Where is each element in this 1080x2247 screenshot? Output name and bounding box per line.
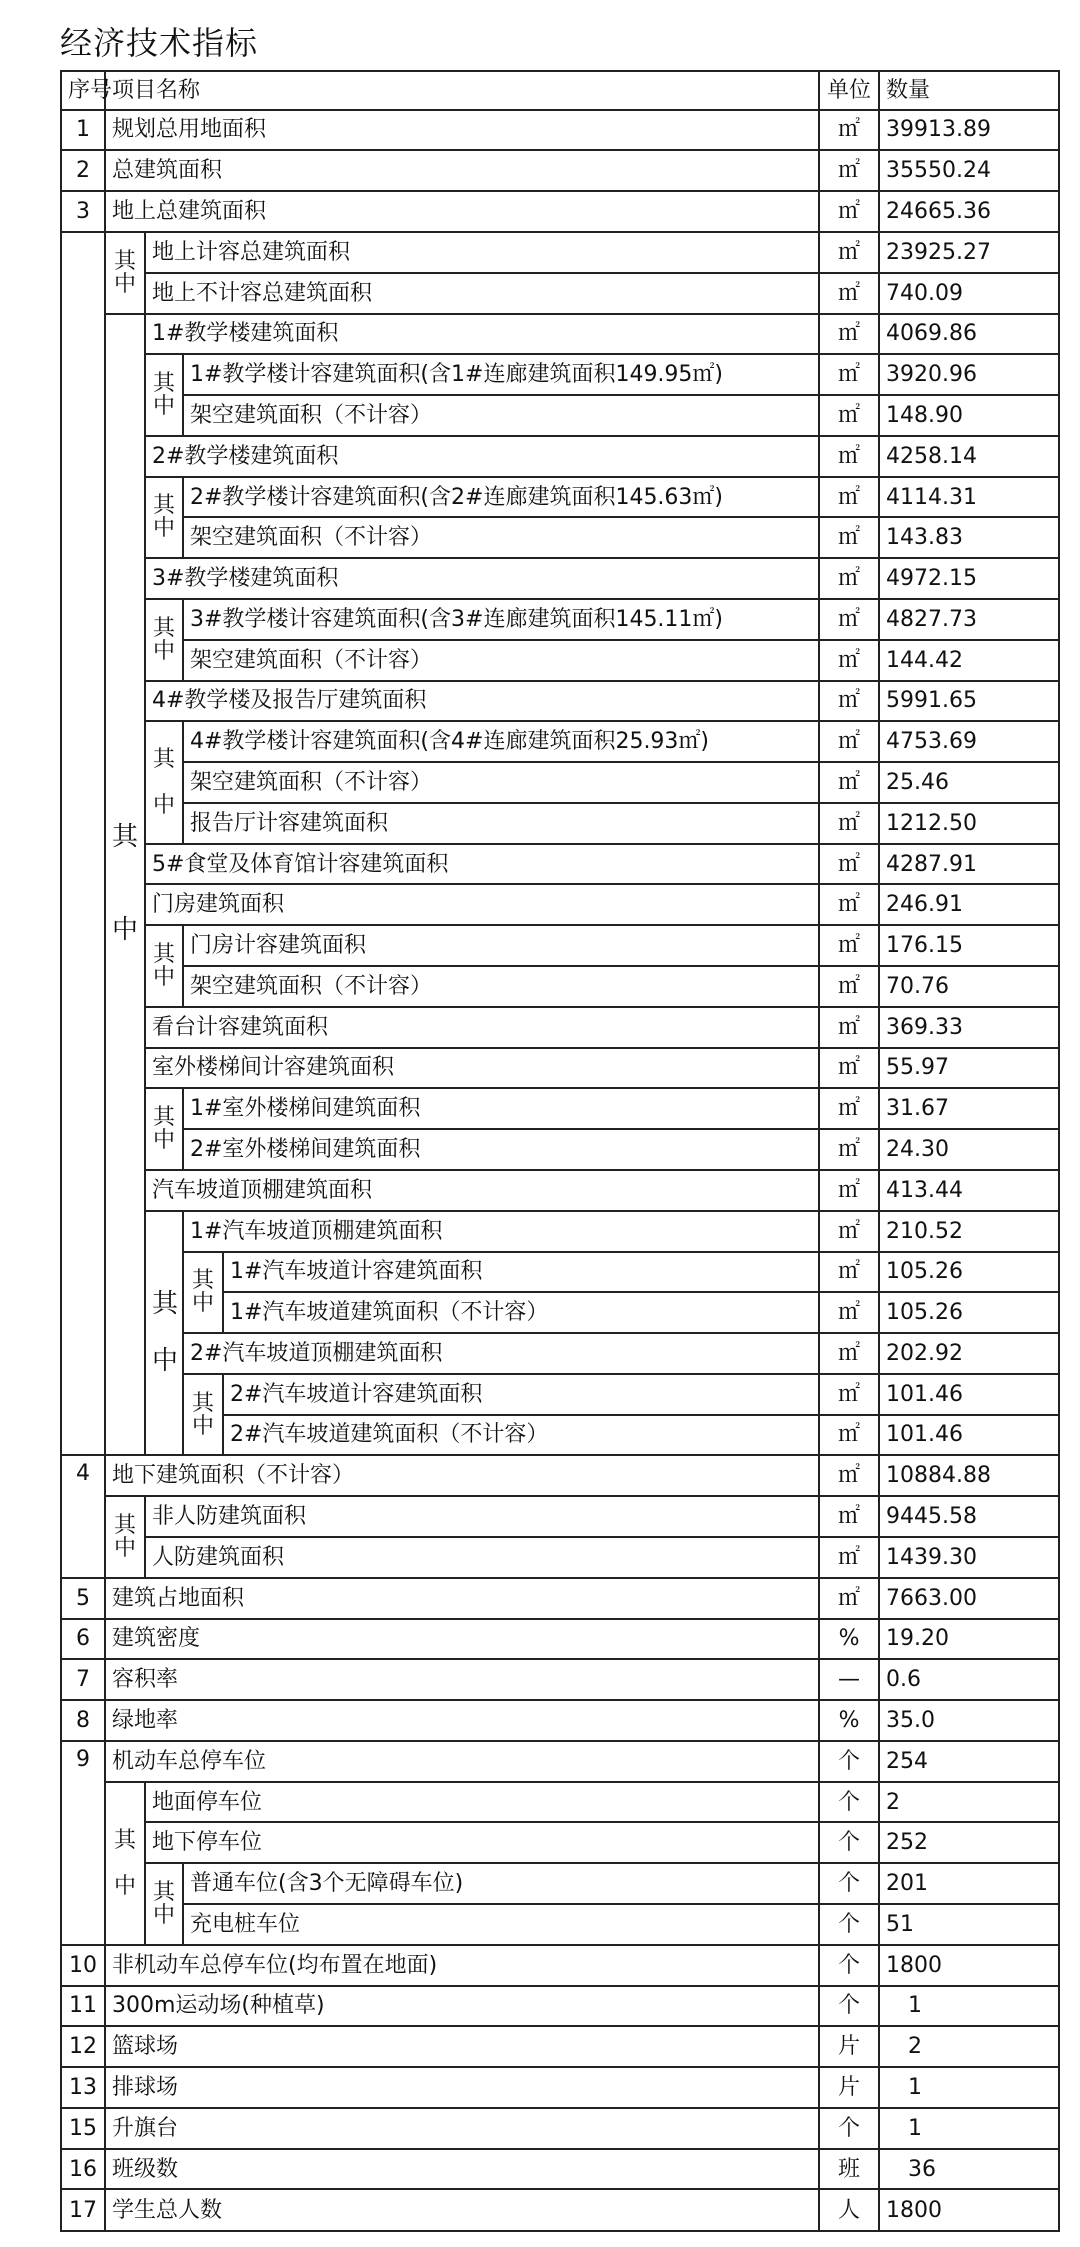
qizhong-char: 中 bbox=[112, 915, 139, 946]
table-row bbox=[61, 1782, 1059, 1823]
row-unit: 个 bbox=[819, 2108, 879, 2149]
table-row bbox=[61, 314, 1059, 355]
row-name: 总建筑面积 bbox=[105, 150, 819, 191]
row-name: 架空建筑面积（不计容） bbox=[183, 762, 819, 803]
qizhong-char: 其 bbox=[113, 1827, 136, 1853]
row-qty: 39913.89 bbox=[879, 110, 1059, 151]
row-name: 3#教学楼计容建筑面积(含3#连廊建筑面积145.11㎡) bbox=[183, 599, 819, 640]
row-unit: ㎡ bbox=[819, 1578, 879, 1619]
qizhong-char: 其 bbox=[152, 615, 175, 641]
row-name: 建筑占地面积 bbox=[105, 1578, 819, 1619]
row-no: 12 bbox=[61, 2026, 105, 2067]
table-row bbox=[61, 681, 1059, 722]
row-name: 绿地率 bbox=[105, 1700, 819, 1741]
row-qty: 2 bbox=[879, 2026, 1059, 2067]
qizhong-char: 中 bbox=[152, 1128, 175, 1154]
qizhong-char: 其 bbox=[152, 371, 175, 397]
row-name: 地面停车位 bbox=[145, 1782, 819, 1823]
row-name: 2#室外楼梯间建筑面积 bbox=[183, 1129, 819, 1170]
table-row bbox=[61, 925, 1059, 966]
qizhong-label bbox=[105, 232, 145, 314]
indicator-table bbox=[60, 70, 1060, 2232]
table-row bbox=[61, 1496, 1059, 1537]
row-qty: 101.46 bbox=[879, 1374, 1059, 1415]
row-name: 非人防建筑面积 bbox=[145, 1496, 819, 1537]
row-qty: 413.44 bbox=[879, 1170, 1059, 1211]
row-name: 容积率 bbox=[105, 1659, 819, 1700]
table-row bbox=[61, 1986, 1059, 2027]
table-row bbox=[61, 599, 1059, 640]
row-no-empty bbox=[61, 232, 105, 1455]
table-row bbox=[61, 1822, 1059, 1863]
row-name: 排球场 bbox=[105, 2067, 819, 2108]
table-row bbox=[61, 1700, 1059, 1741]
row-unit: ㎡ bbox=[819, 273, 879, 314]
table-row bbox=[61, 1170, 1059, 1211]
row-unit: ㎡ bbox=[819, 640, 879, 681]
table-row bbox=[61, 354, 1059, 395]
row-qty: 1800 bbox=[879, 2189, 1059, 2231]
qizhong-char: 中 bbox=[113, 1535, 136, 1561]
row-qty: 1 bbox=[879, 2067, 1059, 2108]
row-unit: ㎡ bbox=[819, 1333, 879, 1374]
row-unit: ㎡ bbox=[819, 599, 879, 640]
row-name: 地下建筑面积（不计容） bbox=[105, 1455, 819, 1496]
row-qty: 35550.24 bbox=[879, 150, 1059, 191]
row-unit: ㎡ bbox=[819, 1211, 879, 1252]
header-no: 序号 bbox=[61, 71, 105, 110]
qizhong-char: 其 bbox=[113, 248, 136, 274]
table-row bbox=[61, 884, 1059, 925]
row-unit: 人 bbox=[819, 2189, 879, 2231]
row-name: 1#室外楼梯间建筑面积 bbox=[183, 1088, 819, 1129]
qizhong-label bbox=[105, 1782, 145, 1945]
row-unit: ㎡ bbox=[819, 1496, 879, 1537]
row-name: 2#教学楼建筑面积 bbox=[145, 436, 819, 477]
row-qty: 740.09 bbox=[879, 273, 1059, 314]
row-name: 建筑密度 bbox=[105, 1619, 819, 1660]
table-row bbox=[61, 2108, 1059, 2149]
qizhong-label bbox=[145, 599, 183, 681]
row-no: 11 bbox=[61, 1986, 105, 2027]
row-unit: ㎡ bbox=[819, 966, 879, 1007]
table-row bbox=[61, 1333, 1059, 1374]
qizhong-label bbox=[145, 477, 183, 559]
row-name: 2#汽车坡道顶棚建筑面积 bbox=[183, 1333, 819, 1374]
table-row bbox=[61, 1619, 1059, 1660]
table-row bbox=[61, 966, 1059, 1007]
row-qty: 70.76 bbox=[879, 966, 1059, 1007]
row-qty: 201 bbox=[879, 1863, 1059, 1904]
table-row bbox=[61, 110, 1059, 151]
qizhong-char: 中 bbox=[152, 1346, 179, 1377]
table-row bbox=[61, 721, 1059, 762]
table-row bbox=[61, 150, 1059, 191]
row-no: 8 bbox=[61, 1700, 105, 1741]
row-unit: ㎡ bbox=[819, 150, 879, 191]
table-row bbox=[61, 273, 1059, 314]
row-unit: 个 bbox=[819, 1986, 879, 2027]
row-no: 4 bbox=[61, 1455, 105, 1577]
row-name: 1#教学楼建筑面积 bbox=[145, 314, 819, 355]
row-unit: % bbox=[819, 1700, 879, 1741]
row-name: 1#汽车坡道计容建筑面积 bbox=[223, 1252, 819, 1293]
table-row bbox=[61, 232, 1059, 273]
row-no: 7 bbox=[61, 1659, 105, 1700]
indicator-table-body bbox=[61, 71, 1059, 2231]
row-no: 16 bbox=[61, 2149, 105, 2190]
row-unit: ㎡ bbox=[819, 721, 879, 762]
row-name: 地上总建筑面积 bbox=[105, 191, 819, 232]
row-qty: 19.20 bbox=[879, 1619, 1059, 1660]
row-qty: 23925.27 bbox=[879, 232, 1059, 273]
row-qty: 254 bbox=[879, 1741, 1059, 1782]
row-qty: 25.46 bbox=[879, 762, 1059, 803]
row-qty: 1 bbox=[879, 2108, 1059, 2149]
qizhong-label bbox=[105, 314, 145, 1456]
row-qty: 5991.65 bbox=[879, 681, 1059, 722]
row-name: 5#食堂及体育馆计容建筑面积 bbox=[145, 844, 819, 885]
table-row bbox=[61, 1455, 1059, 1496]
row-unit: ㎡ bbox=[819, 517, 879, 558]
qizhong-char: 其 bbox=[152, 1105, 175, 1131]
row-qty: 4753.69 bbox=[879, 721, 1059, 762]
row-qty: 0.6 bbox=[879, 1659, 1059, 1700]
row-unit: 个 bbox=[819, 1904, 879, 1945]
row-name: 规划总用地面积 bbox=[105, 110, 819, 151]
row-unit: ㎡ bbox=[819, 110, 879, 151]
table-row bbox=[61, 1945, 1059, 1986]
row-qty: 31.67 bbox=[879, 1088, 1059, 1129]
row-qty: 148.90 bbox=[879, 395, 1059, 436]
table-row bbox=[61, 477, 1059, 518]
row-name: 学生总人数 bbox=[105, 2189, 819, 2231]
row-qty: 176.15 bbox=[879, 925, 1059, 966]
qizhong-char: 其 bbox=[191, 1268, 214, 1294]
row-unit: ㎡ bbox=[819, 191, 879, 232]
row-name: 1#教学楼计容建筑面积(含1#连廊建筑面积149.95㎡) bbox=[183, 354, 819, 395]
table-row bbox=[61, 1741, 1059, 1782]
row-name: 架空建筑面积（不计容） bbox=[183, 640, 819, 681]
row-qty: 10884.88 bbox=[879, 1455, 1059, 1496]
row-unit: ㎡ bbox=[819, 1088, 879, 1129]
qizhong-char: 中 bbox=[152, 638, 175, 664]
table-row bbox=[61, 1863, 1059, 1904]
qizhong-char: 中 bbox=[152, 793, 175, 819]
row-no: 5 bbox=[61, 1578, 105, 1619]
qizhong-label bbox=[145, 1211, 183, 1456]
table-row bbox=[61, 803, 1059, 844]
qizhong-char: 中 bbox=[113, 1873, 136, 1899]
row-unit: ㎡ bbox=[819, 436, 879, 477]
qizhong-label bbox=[145, 1088, 183, 1170]
row-qty: 1 bbox=[879, 1986, 1059, 2027]
row-name: 架空建筑面积（不计容） bbox=[183, 395, 819, 436]
row-unit: ㎡ bbox=[819, 558, 879, 599]
qizhong-char: 中 bbox=[191, 1291, 214, 1317]
row-unit: ㎡ bbox=[819, 884, 879, 925]
row-unit: ㎡ bbox=[819, 1252, 879, 1293]
row-name: 300m运动场(种植草) bbox=[105, 1986, 819, 2027]
row-qty: 7663.00 bbox=[879, 1578, 1059, 1619]
row-unit: ㎡ bbox=[819, 681, 879, 722]
row-unit: 片 bbox=[819, 2026, 879, 2067]
table-row bbox=[61, 1374, 1059, 1415]
row-name: 4#教学楼及报告厅建筑面积 bbox=[145, 681, 819, 722]
qizhong-char: 其 bbox=[152, 746, 175, 772]
table-row bbox=[61, 1048, 1059, 1089]
row-qty: 55.97 bbox=[879, 1048, 1059, 1089]
row-name: 汽车坡道顶棚建筑面积 bbox=[145, 1170, 819, 1211]
row-name: 2#汽车坡道建筑面积（不计容） bbox=[223, 1415, 819, 1456]
row-name: 1#汽车坡道顶棚建筑面积 bbox=[183, 1211, 819, 1252]
row-name: 3#教学楼建筑面积 bbox=[145, 558, 819, 599]
row-no: 17 bbox=[61, 2189, 105, 2231]
row-no: 2 bbox=[61, 150, 105, 191]
row-no: 15 bbox=[61, 2108, 105, 2149]
row-name: 报告厅计容建筑面积 bbox=[183, 803, 819, 844]
row-no: 13 bbox=[61, 2067, 105, 2108]
row-name: 篮球场 bbox=[105, 2026, 819, 2067]
row-unit: ㎡ bbox=[819, 762, 879, 803]
row-qty: 24665.36 bbox=[879, 191, 1059, 232]
row-no: 6 bbox=[61, 1619, 105, 1660]
qizhong-char: 中 bbox=[152, 516, 175, 542]
row-unit: ㎡ bbox=[819, 844, 879, 885]
row-qty: 4069.86 bbox=[879, 314, 1059, 355]
row-unit: ㎡ bbox=[819, 354, 879, 395]
row-unit: 个 bbox=[819, 1741, 879, 1782]
row-name: 充电桩车位 bbox=[183, 1904, 819, 1945]
table-row bbox=[61, 1578, 1059, 1619]
row-unit: ㎡ bbox=[819, 1374, 879, 1415]
row-unit: ㎡ bbox=[819, 1170, 879, 1211]
row-qty: 1800 bbox=[879, 1945, 1059, 1986]
qizhong-char: 其 bbox=[112, 821, 139, 852]
row-qty: 105.26 bbox=[879, 1292, 1059, 1333]
row-unit: % bbox=[819, 1619, 879, 1660]
row-qty: 4258.14 bbox=[879, 436, 1059, 477]
row-unit: 个 bbox=[819, 1822, 879, 1863]
row-name: 架空建筑面积（不计容） bbox=[183, 517, 819, 558]
table-row bbox=[61, 1088, 1059, 1129]
table-row bbox=[61, 1904, 1059, 1945]
row-unit: ㎡ bbox=[819, 314, 879, 355]
row-unit: ㎡ bbox=[819, 1292, 879, 1333]
qizhong-char: 其 bbox=[152, 941, 175, 967]
row-qty: 4827.73 bbox=[879, 599, 1059, 640]
row-name: 门房建筑面积 bbox=[145, 884, 819, 925]
row-no: 9 bbox=[61, 1741, 105, 1945]
row-qty: 252 bbox=[879, 1822, 1059, 1863]
row-qty: 9445.58 bbox=[879, 1496, 1059, 1537]
row-qty: 101.46 bbox=[879, 1415, 1059, 1456]
qizhong-label bbox=[145, 925, 183, 1007]
row-name: 看台计容建筑面积 bbox=[145, 1007, 819, 1048]
qizhong-label bbox=[105, 1496, 145, 1578]
row-qty: 24.30 bbox=[879, 1129, 1059, 1170]
qizhong-char: 中 bbox=[152, 394, 175, 420]
row-name: 普通车位(含3个无障碍车位) bbox=[183, 1863, 819, 1904]
row-name: 地上计容总建筑面积 bbox=[145, 232, 819, 273]
row-unit: ㎡ bbox=[819, 232, 879, 273]
row-name: 架空建筑面积（不计容） bbox=[183, 966, 819, 1007]
indicator-sheet bbox=[60, 70, 1058, 2232]
row-name: 室外楼梯间计容建筑面积 bbox=[145, 1048, 819, 1089]
row-unit: 个 bbox=[819, 1863, 879, 1904]
row-unit: ㎡ bbox=[819, 395, 879, 436]
qizhong-char: 其 bbox=[113, 1512, 136, 1538]
row-name: 班级数 bbox=[105, 2149, 819, 2190]
table-row bbox=[61, 517, 1059, 558]
row-name: 2#教学楼计容建筑面积(含2#连廊建筑面积145.63㎡) bbox=[183, 477, 819, 518]
row-unit: 片 bbox=[819, 2067, 879, 2108]
table-row bbox=[61, 1129, 1059, 1170]
row-name: 2#汽车坡道计容建筑面积 bbox=[223, 1374, 819, 1415]
table-row bbox=[61, 1007, 1059, 1048]
row-unit: 个 bbox=[819, 1945, 879, 1986]
row-qty: 3920.96 bbox=[879, 354, 1059, 395]
qizhong-label bbox=[183, 1374, 223, 1456]
table-row bbox=[61, 2189, 1059, 2231]
table-row bbox=[61, 436, 1059, 477]
row-unit: ㎡ bbox=[819, 1415, 879, 1456]
table-row bbox=[61, 2067, 1059, 2108]
row-unit: ㎡ bbox=[819, 1129, 879, 1170]
row-name: 地上不计容总建筑面积 bbox=[145, 273, 819, 314]
row-unit: ㎡ bbox=[819, 477, 879, 518]
qizhong-label bbox=[145, 721, 183, 843]
row-unit: ㎡ bbox=[819, 1007, 879, 1048]
row-qty: 4114.31 bbox=[879, 477, 1059, 518]
row-qty: 35.0 bbox=[879, 1700, 1059, 1741]
row-name: 4#教学楼计容建筑面积(含4#连廊建筑面积25.93㎡) bbox=[183, 721, 819, 762]
table-header-row bbox=[61, 71, 1059, 110]
row-name: 非机动车总停车位(均布置在地面) bbox=[105, 1945, 819, 1986]
qizhong-label bbox=[145, 354, 183, 436]
row-unit: 班 bbox=[819, 2149, 879, 2190]
qizhong-char: 中 bbox=[113, 271, 136, 297]
page-title: 经济技术指标 bbox=[60, 24, 259, 62]
qizhong-char: 其 bbox=[152, 1288, 179, 1319]
table-row bbox=[61, 762, 1059, 803]
row-unit: 个 bbox=[819, 1782, 879, 1823]
header-qty: 数量 bbox=[879, 71, 1059, 110]
row-name: 门房计容建筑面积 bbox=[183, 925, 819, 966]
row-name: 人防建筑面积 bbox=[145, 1537, 819, 1578]
row-qty: 369.33 bbox=[879, 1007, 1059, 1048]
header-unit: 单位 bbox=[819, 71, 879, 110]
row-qty: 143.83 bbox=[879, 517, 1059, 558]
table-row bbox=[61, 1211, 1059, 1252]
table-row bbox=[61, 1537, 1059, 1578]
table-row bbox=[61, 1252, 1059, 1293]
row-qty: 51 bbox=[879, 1904, 1059, 1945]
row-name: 地下停车位 bbox=[145, 1822, 819, 1863]
qizhong-char: 其 bbox=[152, 493, 175, 519]
table-row bbox=[61, 395, 1059, 436]
row-unit-dash: — bbox=[819, 1659, 879, 1700]
row-qty: 4287.91 bbox=[879, 844, 1059, 885]
row-qty: 202.92 bbox=[879, 1333, 1059, 1374]
row-qty: 36 bbox=[879, 2149, 1059, 2190]
qizhong-char: 中 bbox=[152, 965, 175, 991]
row-qty: 246.91 bbox=[879, 884, 1059, 925]
table-row bbox=[61, 844, 1059, 885]
table-row bbox=[61, 558, 1059, 599]
row-name: 1#汽车坡道建筑面积（不计容） bbox=[223, 1292, 819, 1333]
qizhong-char: 中 bbox=[152, 1903, 175, 1929]
row-qty: 144.42 bbox=[879, 640, 1059, 681]
table-row bbox=[61, 191, 1059, 232]
row-name: 机动车总停车位 bbox=[105, 1741, 819, 1782]
row-no: 1 bbox=[61, 110, 105, 151]
row-no: 10 bbox=[61, 1945, 105, 1986]
row-qty: 1439.30 bbox=[879, 1537, 1059, 1578]
row-unit: ㎡ bbox=[819, 1048, 879, 1089]
header-name: 项目名称 bbox=[105, 71, 819, 110]
row-qty: 210.52 bbox=[879, 1211, 1059, 1252]
qizhong-char: 其 bbox=[191, 1390, 214, 1416]
table-row bbox=[61, 640, 1059, 681]
table-row bbox=[61, 1659, 1059, 1700]
table-row bbox=[61, 2026, 1059, 2067]
row-no: 3 bbox=[61, 191, 105, 232]
row-unit: ㎡ bbox=[819, 925, 879, 966]
row-unit: ㎡ bbox=[819, 803, 879, 844]
row-unit: ㎡ bbox=[819, 1537, 879, 1578]
row-qty: 2 bbox=[879, 1782, 1059, 1823]
qizhong-char: 其 bbox=[152, 1879, 175, 1905]
qizhong-label bbox=[145, 1863, 183, 1945]
row-unit: ㎡ bbox=[819, 1455, 879, 1496]
row-qty: 1212.50 bbox=[879, 803, 1059, 844]
row-name: 升旗台 bbox=[105, 2108, 819, 2149]
table-row bbox=[61, 2149, 1059, 2190]
row-qty: 4972.15 bbox=[879, 558, 1059, 599]
row-qty: 105.26 bbox=[879, 1252, 1059, 1293]
qizhong-char: 中 bbox=[191, 1413, 214, 1439]
qizhong-label bbox=[183, 1252, 223, 1334]
